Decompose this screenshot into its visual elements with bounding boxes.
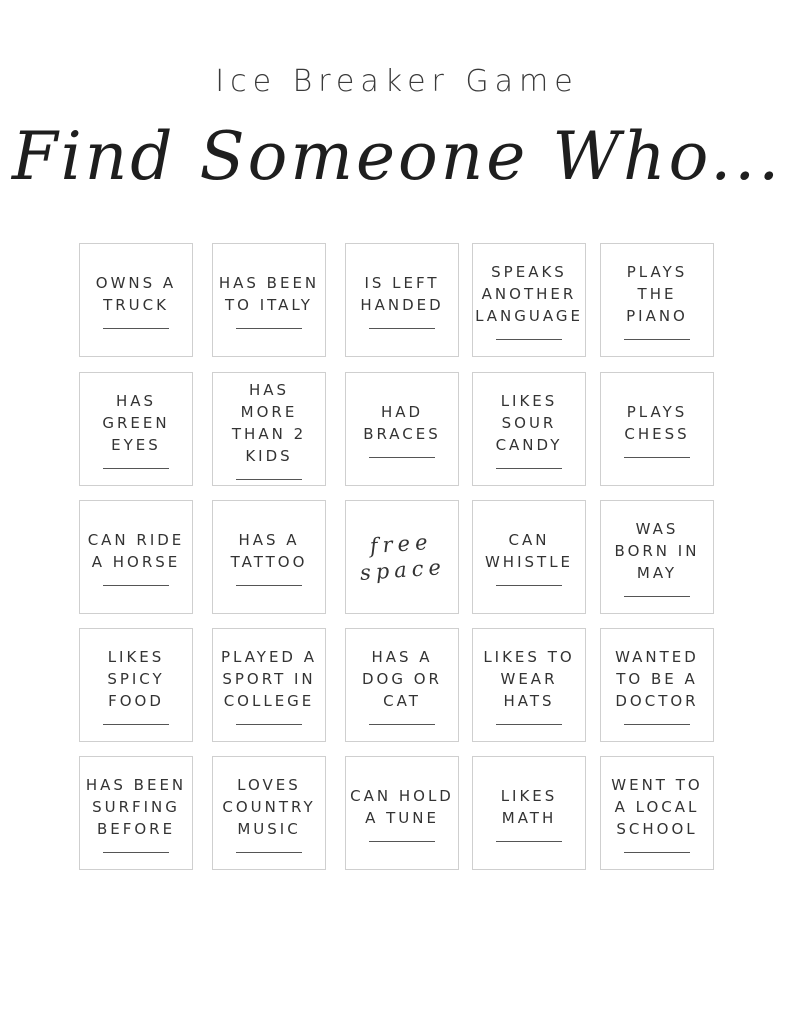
bingo-cell[interactable]: [79, 500, 193, 614]
bingo-cell[interactable]: [600, 243, 714, 357]
cell-label: HAD BRACES: [363, 402, 441, 443]
bingo-cell[interactable]: [79, 756, 193, 870]
signature-line: [496, 585, 562, 586]
signature-line: [624, 724, 690, 725]
bingo-cell[interactable]: [472, 243, 586, 357]
signature-line: [624, 339, 690, 340]
bingo-cell[interactable]: [345, 628, 459, 742]
cell-label: HAS A DOG OR CAT: [362, 647, 442, 710]
signature-line: [236, 724, 302, 725]
page-title: Find Someone Who...: [11, 118, 783, 195]
free-space-label: free space: [359, 529, 447, 585]
bingo-cell[interactable]: [472, 756, 586, 870]
cell-label: HAS A TATTOO: [230, 530, 308, 571]
signature-line: [236, 585, 302, 586]
bingo-cell[interactable]: [212, 756, 326, 870]
signature-line: [369, 724, 435, 725]
cell-label: OWNS A TRUCK: [95, 273, 177, 314]
signature-line: [624, 457, 690, 458]
cell-label: LIKES SOUR CANDY: [495, 391, 563, 454]
signature-line: [496, 724, 562, 725]
bingo-cell[interactable]: [472, 628, 586, 742]
cell-label: SPEAKS ANOTHER LANGUAGE: [475, 262, 583, 325]
cell-label: HAS MORE THAN 2 KIDS: [231, 380, 307, 465]
bingo-cell[interactable]: [212, 500, 326, 614]
signature-line: [103, 328, 169, 329]
cell-label: HAS BEEN TO ITALY: [218, 273, 320, 314]
signature-line: [369, 457, 435, 458]
bingo-cell[interactable]: [600, 756, 714, 870]
cell-label: LOVES COUNTRY MUSIC: [222, 775, 316, 838]
bingo-grid: [79, 243, 715, 870]
cell-label: HAS BEEN SURFING BEFORE: [85, 775, 187, 838]
cell-label: PLAYED A SPORT IN COLLEGE: [220, 647, 318, 710]
cell-label: CAN RIDE A HORSE: [87, 530, 185, 571]
signature-line: [103, 852, 169, 853]
signature-line: [103, 724, 169, 725]
signature-line: [103, 585, 169, 586]
signature-line: [496, 339, 562, 340]
bingo-cell[interactable]: [472, 372, 586, 486]
bingo-cell[interactable]: [472, 500, 586, 614]
cell-label: CAN HOLD A TUNE: [350, 786, 454, 827]
cell-label: IS LEFT HANDED: [360, 273, 444, 314]
bingo-cell[interactable]: [79, 243, 193, 357]
signature-line: [369, 328, 435, 329]
cell-label: LIKES SPICY FOOD: [107, 647, 165, 710]
signature-line: [103, 468, 169, 469]
signature-line: [236, 852, 302, 853]
cell-label: WANTED TO BE A DOCTOR: [615, 647, 699, 710]
bingo-cell[interactable]: [600, 500, 714, 614]
bingo-cell[interactable]: [79, 628, 193, 742]
signature-line: [496, 841, 562, 842]
bingo-cell[interactable]: [600, 372, 714, 486]
bingo-cell[interactable]: [600, 628, 714, 742]
free-space-cell[interactable]: [345, 500, 459, 614]
signature-line: [236, 328, 302, 329]
bingo-cell[interactable]: [212, 243, 326, 357]
cell-label: HAS GREEN EYES: [102, 391, 170, 454]
signature-line: [624, 596, 690, 597]
signature-line: [369, 841, 435, 842]
cell-label: WAS BORN IN MAY: [614, 519, 700, 582]
cell-label: CAN WHISTLE: [484, 530, 574, 571]
cell-label: WENT TO A LOCAL SCHOOL: [611, 775, 703, 838]
cell-label: LIKES MATH: [500, 786, 558, 827]
bingo-cell[interactable]: [345, 372, 459, 486]
signature-line: [496, 468, 562, 469]
bingo-cell[interactable]: [345, 243, 459, 357]
game-subtitle: Ice Breaker Game: [215, 64, 579, 99]
bingo-cell[interactable]: [212, 628, 326, 742]
bingo-cell[interactable]: [345, 756, 459, 870]
cell-label: PLAYS CHESS: [624, 402, 690, 443]
signature-line: [236, 479, 302, 480]
signature-line: [624, 852, 690, 853]
bingo-cell[interactable]: [212, 372, 326, 486]
cell-label: PLAYS THE PIANO: [626, 262, 688, 325]
bingo-cell[interactable]: [79, 372, 193, 486]
cell-label: LIKES TO WEAR HATS: [483, 647, 575, 710]
